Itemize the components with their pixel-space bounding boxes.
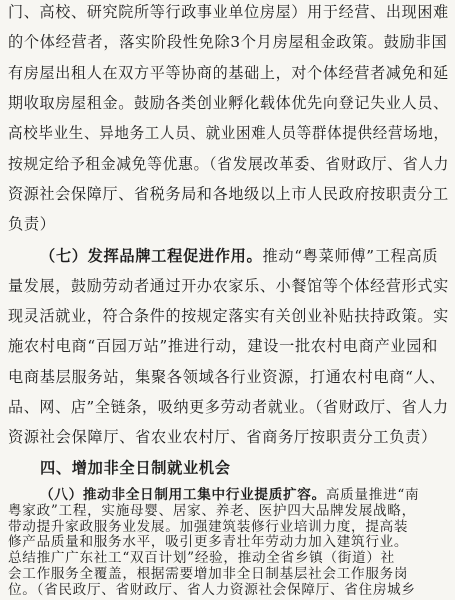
paragraph-3-line-6: 会工作服务全覆盖，根据需要增加非全日制基层社会工作服务岗 — [8, 566, 409, 582]
paragraph-2-line-1 — [40, 246, 438, 266]
paragraph-2-line-4: 施农村电商“百园万站”推进行动，建设一批农村电商产业园和 — [8, 337, 439, 355]
paragraph-2-line-3: 现灵活就业，符合条件的按规定落实有关创业补贴扶持政策。实 — [8, 307, 449, 325]
paragraph-1-line-5: 高校毕业生、异地务工人员、就业困难人员等群体提供经营场地， — [8, 124, 449, 142]
paragraph-3-line-2: 粤家政”工程，实施母婴、居家、养老、医护四大品牌发展战略， — [8, 502, 416, 519]
paragraph-2-line-6: 品、网、店”全链条，吸纳更多劳动者就业。（省财政厅、省人力 — [8, 398, 449, 416]
section-4-heading: 四、增加非全日制就业机会 — [40, 459, 231, 477]
paragraph-2-line-1-text: 推动“粤菜师傅”工程高质 — [262, 247, 439, 265]
paragraph-1-line-4: 期收取房屋租金。鼓励各类创业孵化载体优先向登记失业人员、 — [8, 94, 449, 112]
paragraph-1-line-7: 资源社会保障厅、省税务局和各地级以上市人民政府按职责分工 — [8, 185, 449, 203]
paragraph-3-heading: （八）推动非全日制用工集中行业提质扩容。 — [40, 487, 326, 503]
paragraph-3-line-5: 总结推广广东社工“双百计划”经验，推动全省乡镇（街道）社 — [8, 550, 395, 567]
paragraph-3-line-7: 位。（省民政厅、省财政厅、省人力资源社会保障厅、省住房城乡 — [8, 581, 416, 598]
paragraph-3-line-1-text: 高质量推进“南 — [325, 487, 420, 503]
paragraph-1-line-3: 有房屋出租人在双方平等协商的基础上，对个体经营者减免和延 — [8, 64, 449, 82]
paragraph-1-line-8: 负责） — [8, 215, 56, 233]
paragraph-2-line-2: 量发展，鼓励劳动者通过开办农家乐、小餐馆等个体经营形式实 — [8, 277, 449, 295]
paragraph-3-line-4: 修产品质量和服务水平，吸引更多青壮年劳动力加入建筑行业。 — [8, 534, 409, 551]
paragraph-2-heading: （七）发挥品牌工程促进作用。 — [40, 247, 263, 265]
paragraph-2-line-7: 资源社会保障厅、省农业农村厅、省商务厅按职责分工负责） — [8, 428, 437, 446]
paragraph-3-line-1 — [40, 488, 419, 502]
paragraph-3-line-3: 带动提升家政服务业发展。加强建筑装修行业培训力度，提高装 — [8, 518, 409, 535]
paragraph-2-line-5: 电商基层服务站，集聚各领域各行业资源，打通农村电商“人、 — [8, 368, 446, 386]
paragraph-1-line-1: 门、高校、研究院所等行政事业单位房屋）用于经营、出现困难 — [8, 3, 449, 21]
paragraph-1-line-2: 的个体经营者，落实阶段性免除3个月房屋租金政策。鼓励非国 — [8, 33, 448, 51]
paragraph-1-line-6: 按规定给予租金减免等优惠。（省发展改革委、省财政厅、省人力 — [8, 155, 450, 173]
